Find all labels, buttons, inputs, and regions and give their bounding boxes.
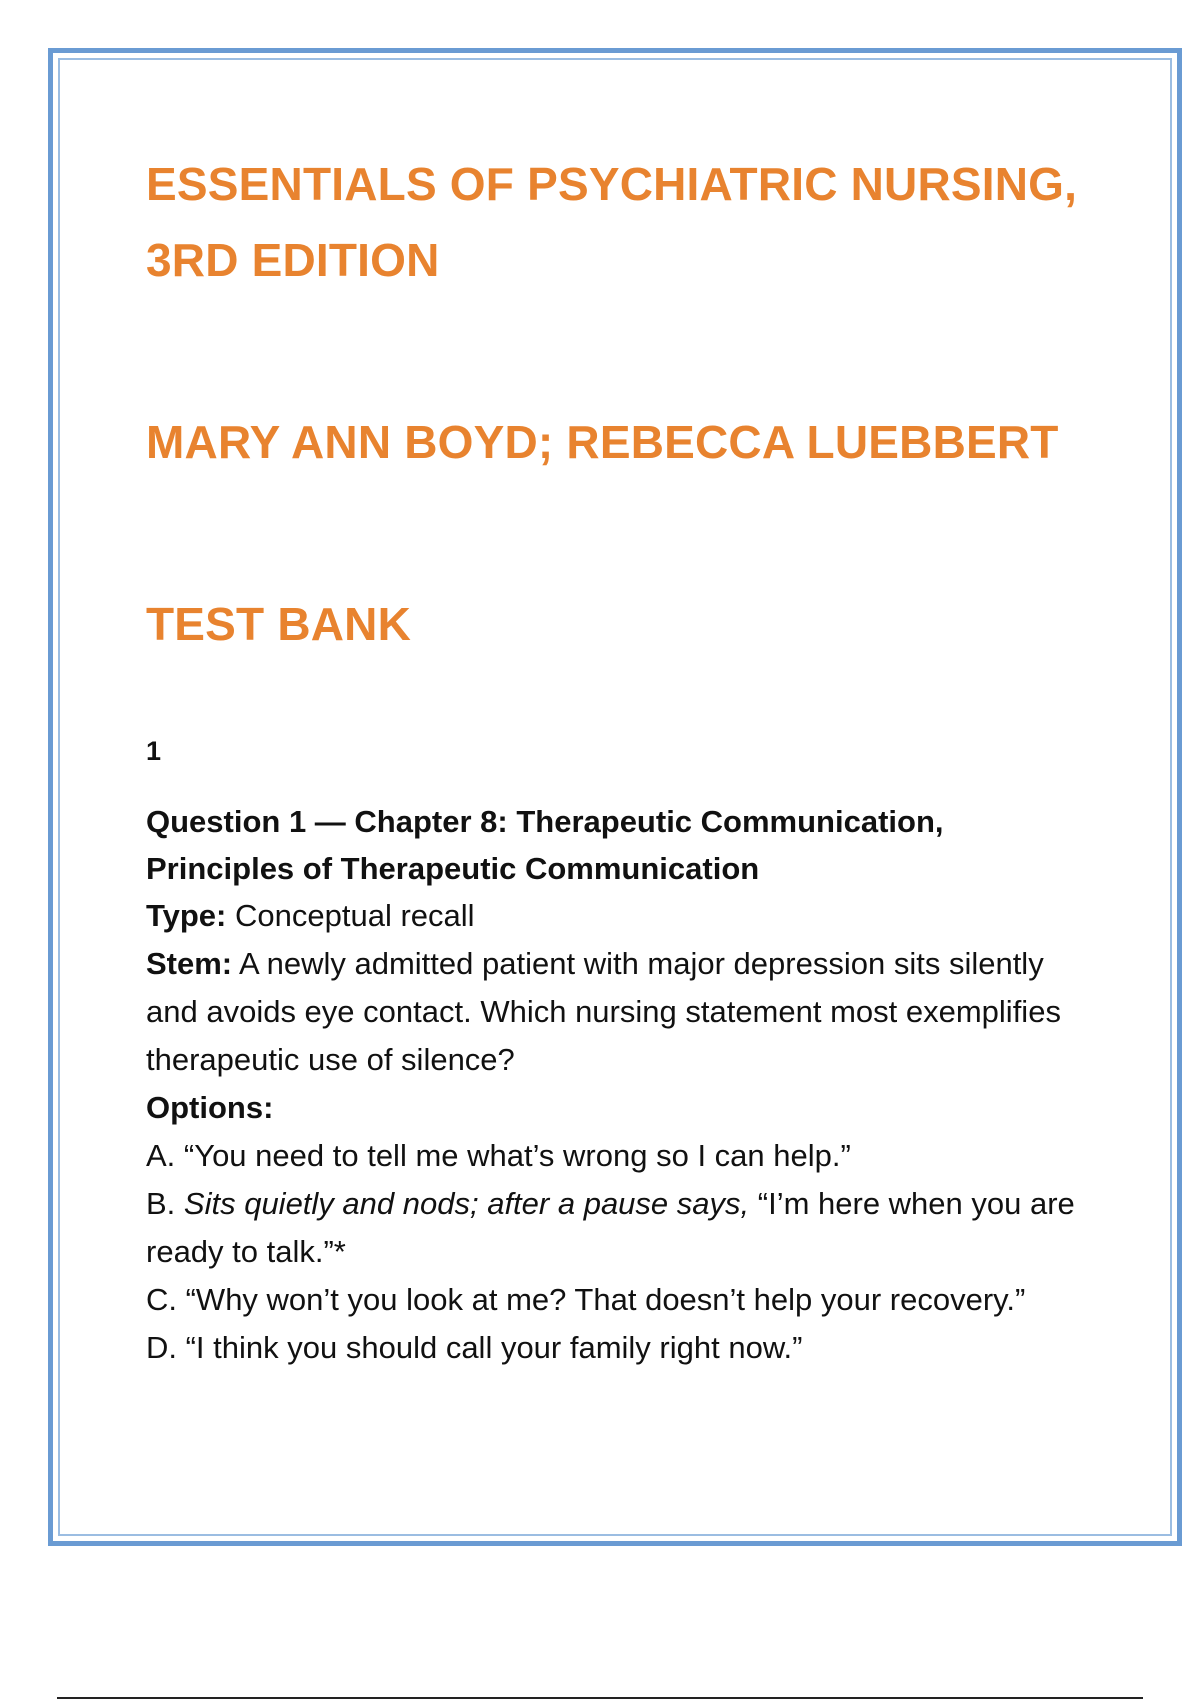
question-title: [146, 798, 1086, 892]
option-text: “Why won’t you look at me? That doesn’t help your recovery.”: [177, 1282, 1026, 1317]
option-d: [146, 1324, 1086, 1372]
option-action-text: Sits quietly and nods; after a pause says,: [175, 1186, 750, 1221]
book-title: [146, 146, 1086, 298]
option-letter: C.: [146, 1282, 177, 1317]
page-content: [146, 146, 1086, 1372]
question-type-value: Conceptual recall: [226, 898, 475, 933]
page-number: 1: [146, 736, 162, 766]
question-type-label: Type:: [146, 898, 227, 933]
option-text: “You need to tell me what’s wrong so I can help.”: [175, 1138, 851, 1173]
authors: MARY ANN BOYD; REBECCA LUEBBERT: [146, 416, 1059, 468]
option-text: “I’m here when you are ready to talk.”*: [146, 1186, 1075, 1269]
book-title-line1: ESSENTIALS OF PSYCHIATRIC NURSING,: [146, 158, 1078, 210]
option-letter: D.: [146, 1330, 177, 1365]
question-title-line1: Question 1 — Chapter 8: Therapeutic Communication,: [146, 804, 944, 839]
option-letter: A.: [146, 1138, 176, 1173]
question-type: [146, 892, 1086, 940]
option-a: [146, 1132, 1086, 1180]
option-c: [146, 1276, 1086, 1324]
option-b: [146, 1180, 1086, 1276]
footer-rule: [57, 1697, 1143, 1699]
options-label: Options:: [146, 1090, 274, 1125]
option-text: “I think you should call your family right now.”: [177, 1330, 803, 1365]
question-title-line2: Principles of Therapeutic Communication: [146, 851, 760, 886]
option-letter: B.: [146, 1186, 176, 1221]
test-bank-heading: TEST BANK: [146, 598, 412, 650]
question-stem: [146, 940, 1086, 1084]
question-stem-label: Stem:: [146, 946, 233, 981]
question-stem-text: A newly admitted patient with major depression sits silently and avoids eye contact. Which nursing statement most exemplifies therapeutic use of silence?: [146, 946, 1061, 1077]
book-title-line2: 3RD EDITION: [146, 234, 440, 286]
